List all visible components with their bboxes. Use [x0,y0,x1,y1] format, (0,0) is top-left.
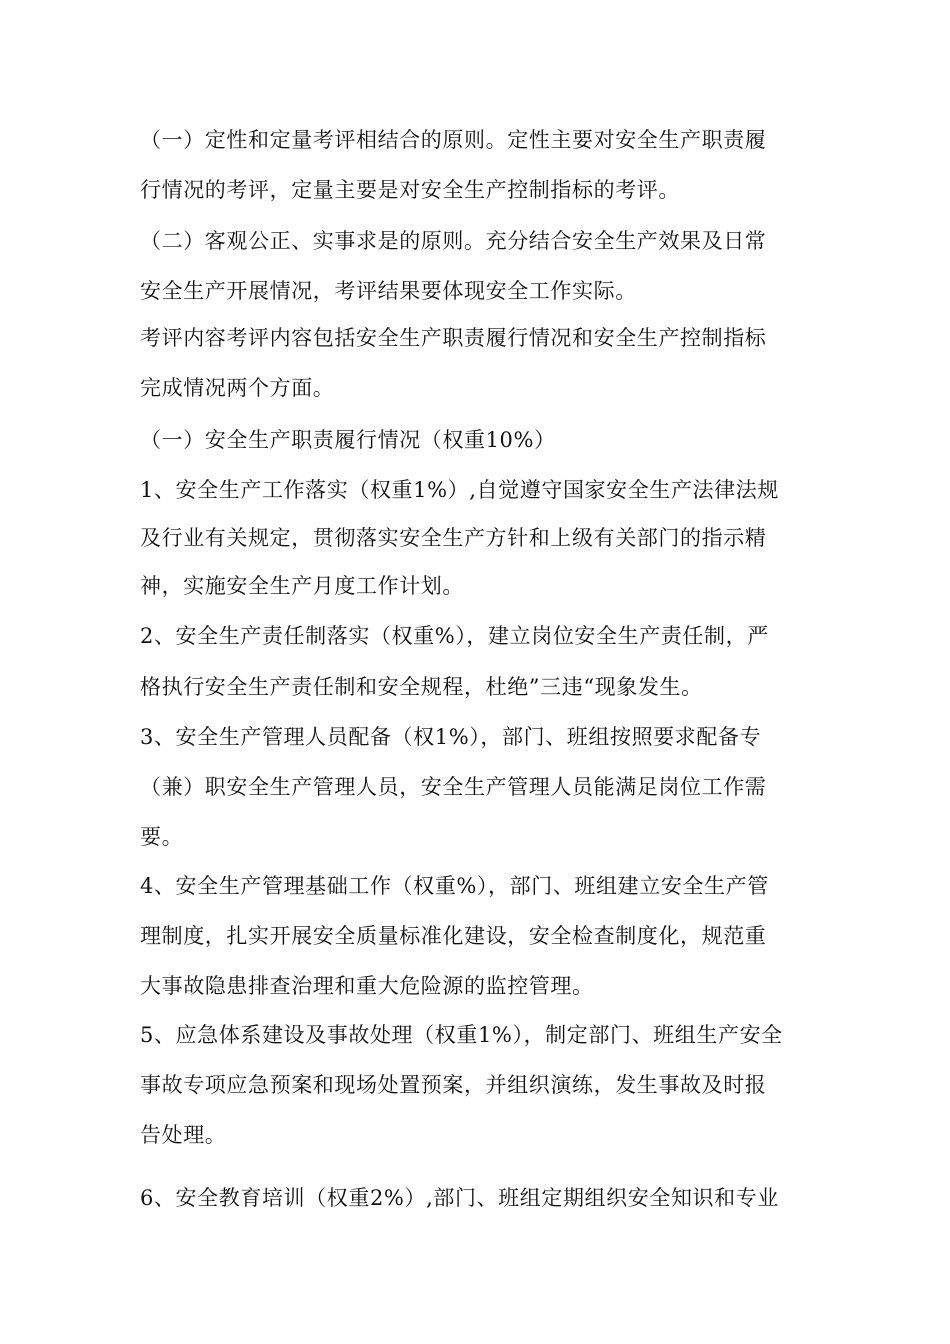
text-line: 告处理。 [140,1123,227,1147]
text-line: 理制度，扎实开展安全质量标准化建设，安全检查制度化，规范重 [140,924,767,948]
text-line: 安全生产开展情况，考评结果要体现安全工作实际。 [140,279,637,303]
text-line: 2、安全生产责任制落实（权重%），建立岗位安全生产责任制，严 [140,624,769,648]
text-line: 格执行安全生产责任制和安全规程，杜绝”三违“现象发生。 [140,675,703,699]
text-line: 神，实施安全生产月度工作计划。 [140,574,464,598]
text-line: （兼）职安全生产管理人员，安全生产管理人员能满足岗位工作需 [140,775,767,799]
text-line: 大事故隐患排查治理和重大危险源的监控管理。 [140,974,594,998]
text-line: 6、安全教育培训（权重2%）,部门、班组定期组织安全知识和专业 [140,1186,779,1210]
text-line: （一）定性和定量考评相结合的原则。定性主要对安全生产职责履 [140,128,767,152]
text-line: 完成情况两个方面。 [140,376,335,400]
text-line: （二）客观公正、实事求是的原则。充分结合安全生产效果及日常 [140,229,767,253]
text-line: 要。 [140,825,184,849]
section-heading: （一）安全生产职责履行情况（权重10%） [140,428,556,452]
text-line: 5、应急体系建设及事故处理（权重1%），制定部门、班组生产安全 [140,1023,783,1047]
text-line: 及行业有关规定，贯彻落实安全生产方针和上级有关部门的指示精 [140,526,767,550]
text-line: 考评内容考评内容包括安全生产职责履行情况和安全生产控制指标 [140,326,767,350]
text-line: 3、安全生产管理人员配备（权1%），部门、班组按照要求配备专 [140,725,762,749]
text-line: 行情况的考评，定量主要是对安全生产控制指标的考评。 [140,178,680,202]
text-line: 事故专项应急预案和现场处置预案，并组织演练，发生事故及时报 [140,1073,767,1097]
text-line: 4、安全生产管理基础工作（权重%），部门、班组建立安全生产管 [140,874,769,898]
text-line: 1、安全生产工作落实（权重1%）,自觉遵守国家安全生产法律法规 [140,478,779,502]
